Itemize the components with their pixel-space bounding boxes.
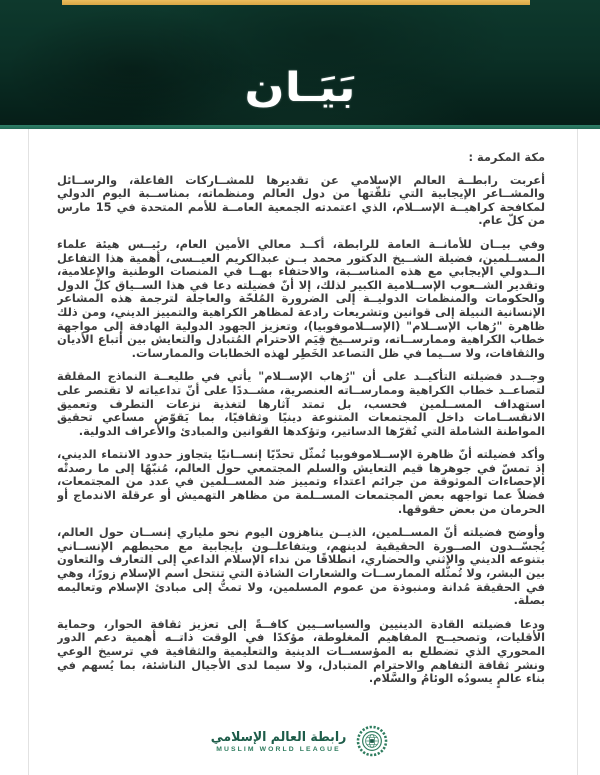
statement-paragraph: وفي بيــان للأمانــة العامة للرابطة، أكــد معالي الأمين العام، رئيــس هيئة علماء المســلمين، فضيلة الشــيخ الدكتور محمد بــن عبدالكريم العيــسى، أهمية هذا التفاعل الــدولي الإيجابي مع هذه المناســبة، والاحتفاء بهــا في المنصات الوطنية والإعلامية، وتقدير الشــعوب الإســلامية الكبير لذلك، إلا أنّ فضيلته دعا في هذا الســياق كلّ الدول والحكومات والمنظمات الدوليــة إلى الضرورة المُلحّة والعاجلة لترجمة هذه المشاعر الإنسانية النبيلة إلى قوانين وتشريعات رادعة لمظاهر الكراهية والتمييز الديني، ومن ذلك ظاهرة "رُهاب الإســلام" (الإســلاموفوبيا)، وتعزيز الجهود الدولية الهادفة إلى مواجهة خطاب الكراهية وممارســاته، وترســيخ قِيَم الاحترام المُتبادل والتعايش بين أتباع الأديان والثقافات، ولا ســيما في ظل التصاعد الخَطِر لهذه الخطابات والممارسات. <box>57 236 545 360</box>
statement-paragraph: أعربت رابطــة العالم الإسلامي عن تقديرها للمشــاركات الفاعلة، والرســائل والمشــاعر الإيجابية التي تلقّتها من دول العالم ومنظماته، بمناســبة اليوم الدولي لمكافحة كراهيــة الإســلام، الذي اعتمدته الجمعية العامــة للأمم المتحدة في 15 مارس من كلّ عام. <box>57 172 545 228</box>
logo-arabic-name: رابطة العالم الإسلامي <box>210 728 347 745</box>
statement-paragraph: وأكد فضيلته أنّ ظاهرة الإســلاموفوبيا تُمثّل تحدّيًا إنســانيًا يتجاوز حدود الانتماء الديني، إذ تمسّ في جوهرها قيم التعايش والسلم المجتمعي حول العالم، مُنبّهًا إلى ما رصدتْه الإحصاءات الموثوقة من جرائم اعتداء وتمييز ضد المســلمين في عدد من المجتمعات، فضلاً عما تواجهه بعض المجتمعات المســلمة من مظاهر التهميش أو عرقلة الاندماج أو الحرمان من بعض حقوقها. <box>57 447 545 516</box>
organization-logo <box>0 724 600 758</box>
page-margin-line-left <box>28 129 29 775</box>
statement-paragraph: ودعا فضيلته القادة الدينيين والسياســيين كافــةً إلى تعزيز ثقافة الحوار، وحماية الأقليات، وتصحيــح المفاهيم المغلوطة، مؤكدًا في الوقت ذاتــه أهمية دعم الدور المحوري الذي تضطلع به المؤسســات الدينية والتعليمية والثقافية في ترسيخ الوعي ونشر ثقافة التفاهم والاحترام المتبادل، ولا سيما لدى الأجيال الناشئة، بما يُسهم في بناء عالمٍ يسودُه الوئامُ والسَّلام. <box>57 616 545 686</box>
dateline-location: مكة المكرمة : <box>468 150 545 164</box>
document-sheet <box>0 129 600 775</box>
statement-paragraph: وجــدد فضيلته التأكيــد على أن "رُهاب الإســلام" يأتي في طليعــة النماذج المقلقة لتصاعــد خطاب الكراهية وممارســاته العنصرية، مشــددًا على أنّ تداعياته لا تقتصر على استهداف المســلمين فحسب، بل تمتد آثارها لتغذية نزعات التطرف وتعميق الانقســامات داخل المجتمعات المتنوعة دينيًا وثقافيًا، بما يَقوّض مساعي تحقيق المواطنة الشاملة التي تُقرّها الدساتير، وتؤكدها القوانين والمبادئ والأعراف الدولية. <box>57 369 545 438</box>
header-banner <box>0 0 600 128</box>
page-margin-line-right <box>577 129 578 775</box>
logo-english-name: MUSLIM WORLD LEAGUE <box>216 746 341 753</box>
mwl-emblem-icon <box>355 724 389 758</box>
statement-paragraph: وأوضح فضيلته أنّ المســلمين، الذيــن يناهزون اليوم نحو ملياري إنســان حول العالم، يُجسّــدون الصــورة الحقيقية لدينهم، ويتفاعلــون بإيجابية مع محيطهم الإنســاني بتنوعه الديني والإثني والحضاري، انطلاقًا من نداء الإسلام الداعي إلى التعارف والتعاون بين البشر، ولا تُمثّله الممارســات والشعارات الشاذة التي تنتحل اسم الإسلام زورًا، وهي في الحقيقة مُدانة ومنبوذة من عموم المسلمين، ولا تمتُّ إلى مبادئ الإسلام وتعاليمه بصلة. <box>57 525 545 608</box>
logo-text-block <box>211 729 347 753</box>
gold-accent-bar <box>62 0 530 5</box>
statement-title-calligraphy: بَيَـان <box>244 65 356 111</box>
statement-body <box>57 129 545 715</box>
